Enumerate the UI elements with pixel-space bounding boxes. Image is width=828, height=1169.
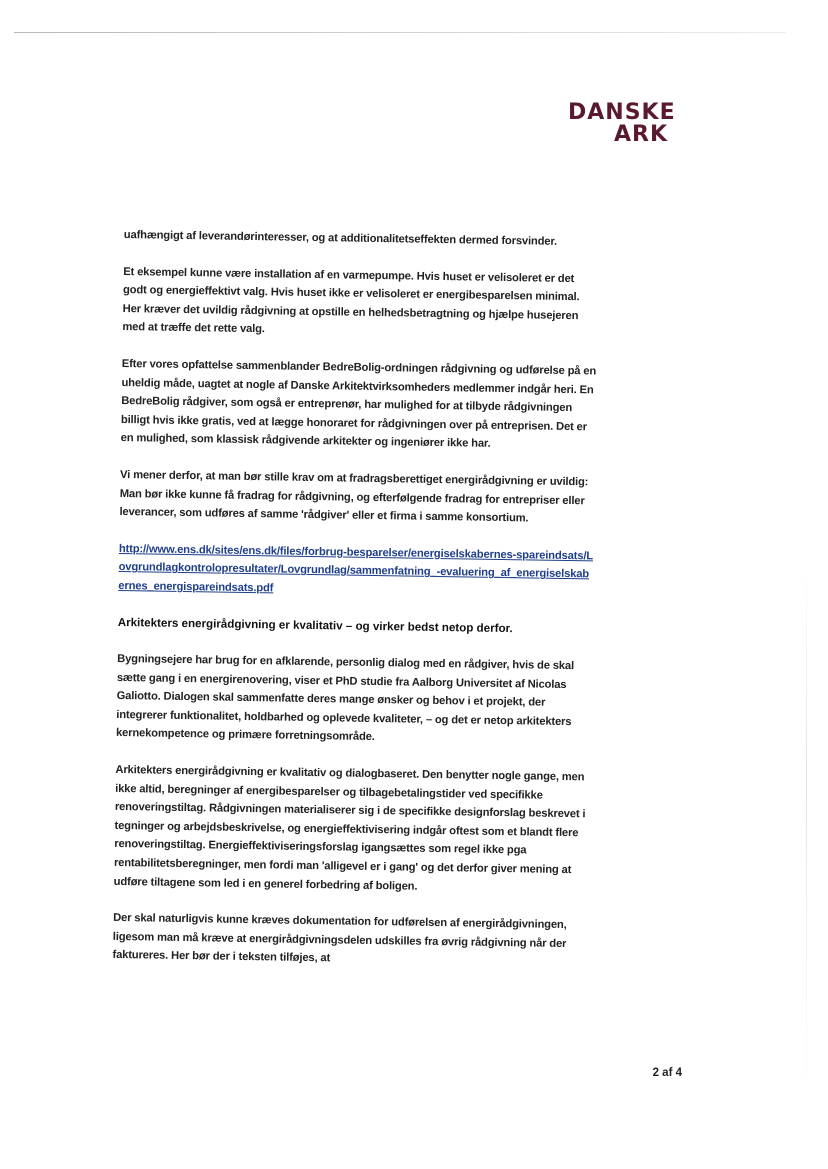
paragraph-qualitative-advice: Arkitekters energirådgivning er kvalitativ og dialogbaseret. Den benytter nogle gange, men ikke altid, beregninger af energibesparelser og tilbagebetalingstider ved specifikke renoveringstiltag. Rådgivningen materialiserer sig i de specifikke designforslag beskrevet i tegninger og arbejdsbeskrivelse, og energieffektivisering indgår oftest som et blandt flere renoveringstiltag. Energieffektiviseringsforslag igangsættes som regel ikke pga rentabilitetsberegninger, men fordi man 'alligevel er i gang' og det derfor giver mening at udføre tiltagene som led i en generel forbedring af boligen. (113, 763, 586, 893)
paragraph-heat-pump-example: Et eksempel kunne være installation af en varmepumpe. Hvis huset er velisoleret er det godt og energieffektivt valg. Hvis huset ikke er velisoleret er energibesparelsen minimal. Her kræver det uvildig rådgivning at opstille en helhedsbetragtning og hjælpe husejeren med at træffe det rette valg. (122, 265, 580, 336)
section-heading: Arkitekters energirådgivning er kvalitativ – og virker bedst netop derfor. (117, 615, 513, 635)
logo-line-1: DANSKE (568, 100, 676, 125)
scan-right-edge (806, 560, 807, 1100)
page-number: 2 af 4 (652, 1067, 682, 1079)
scan-top-edge (14, 32, 786, 33)
logo-line-2: ARK (613, 122, 668, 147)
paragraph-bedrebolig: Efter vores opfattelse sammenblander BedreBolig-ordningen rådgivning og udførelse på en uheldig måde, uagtet at nogle af Danske Arkitektvirksomheders medlemmer indgår heri. En BedreBolig rådgiver, som også er entreprenør, har mulighed for at tilbyde rådgivningen billigt hvis ikke gratis, ved at lægge honoraret for rådgivningen over på entreprisen. Det er en mulighed, som klassisk rådgivende arkitekter og ingeniører ikke har. (120, 357, 597, 451)
reference-link[interactable]: http://www.ens.dk/sites/ens.dk/files/forbrug-besparelser/energiselskabernes-spareindsats/Lovgrundlagkontrolopresultater/Lovgrundlag/sammenfatning_-evaluering_af_energiselskabernes_energispareindsats.pdf (118, 542, 594, 595)
paragraph-additionality: uafhængigt af leverandørinteresser, og at additionalitetseffekten dermed forsvinder. (123, 228, 558, 248)
paragraph-recommendation: Vi mener derfor, at man bør stille krav om at fradragsberettiget energirådgivning er uvildig: Man bør ikke kunne få fradrag for rådgivning, og efterfølgende fradrag for entrepriser eller leverancer, som udføres af samme 'rådgiver' eller et firma i samme konsortium. (119, 468, 589, 525)
paragraph-documentation: Der skal naturligvis kunne kræves dokumentation for udførelsen af energirådgivningen, ligesom man må kræve at energirådgivningsdelen udskilles fra øvrig rådgivning når der faktureres. Her bør der i teksten tilføjes, at (112, 912, 567, 965)
letter-body (112, 226, 600, 990)
danske-ark-logo (568, 100, 676, 147)
paragraph-building-owners: Bygningsejere har brug for en afklarende, personlig dialog med en rådgiver, hvis de skal sætte gang i en energirenovering, viser et PhD studie fra Aalborg Universitet af Nicolas Galiotto. Dialogen skal sammenfatte deres mange ønsker og behov i et projekt, der integrerer funktionalitet, holdbarhed og oplevede kvaliteter, – og det er netop arkitekters kernekompetence og primære forretningsområde. (115, 653, 575, 744)
